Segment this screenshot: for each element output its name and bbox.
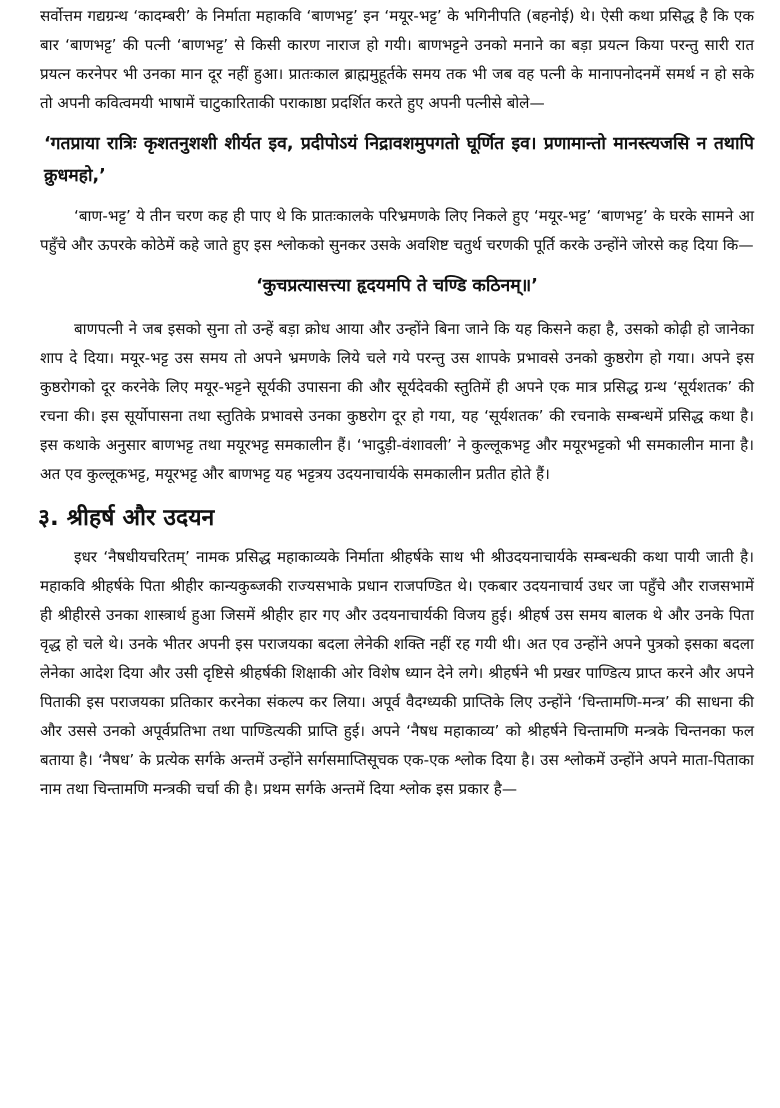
verse-first-three-lines: ‘गतप्राया रात्रिः कृशतनुशशी शीर्यत इव, प्रदीपोऽयं निद्रावशमुपगतो घूर्णित इव। प्रणामान्तो मानस्त्यजसि न तथापि क्रुधमहो,’ bbox=[44, 134, 754, 186]
paragraph-bana-mayura: सर्वोत्तम गद्यग्रन्थ ‘कादम्बरी’ के निर्माता महाकवि ‘बाणभट्ट’ इन ‘मयूर-भट्ट’ के भगिनीपति (बहनोई) थे। ऐसी कथा प्रसिद्ध है कि एक बार ‘बाणभट्ट’ की पत्नी ‘बाणभट्ट’ से किसी कारण नाराज हो गयी। बाणभट्टने उनको मनाने का बड़ा प्रयत्न किया परन्तु सारी रात प्रयत्न करनेपर भी उनका मान दूर नहीं हुआ। प्रातःकाल ब्राह्ममुहूर्तके समय तक भी जब वह पत्नी के मानापनोदनमें समर्थ न हो सके तो अपनी कवित्वमयी भाषामें चाटुकारिताकी पराकाष्ठा प्रदर्शित करते हुए अपनी पत्नीसे बोले— bbox=[40, 7, 754, 112]
paragraph-shriharsha-udayana: इधर ‘नैषधीयचरितम्’ नामक प्रसिद्ध महाकाव्यके निर्माता श्रीहर्षके साथ भी श्रीउदयनाचार्यके सम्बन्धकी कथा पायी जाती है। महाकवि श्रीहर्षके पिता श्रीहीर कान्यकुब्जकी राज्यसभाके प्रधान राजपण्डित थे। एकबार उदयनाचार्य उधर जा पहुँचे और राजसभामें ही श्रीहीरसे उनका शास्त्रार्थ हुआ जिसमें श्रीहीर हार गए और उदयनाचार्यकी विजय हुई। श्रीहर्ष उस समय बालक थे और उनके पिता वृद्ध हो चले थे। उनके भीतर अपनी इस पराजयका बदला लेनेकी शक्ति नहीं रह गयी थी। अत एव उन्होंने अपने पुत्रको इसका बदला लेनेका आदेश दिया और उसी दृष्टिसे श्रीहर्षकी शिक्षाकी ओर विशेष ध्यान देने लगे। श्रीहर्षने भी प्रखर पाण्डित्य प्राप्त करने और अपने पिताकी इस पराजयका प्रतिकार करनेका संकल्प कर लिया। अपूर्व वैदग्ध्यकी प्राप्तिके लिए उन्होंने ‘चिन्तामणि-मन्त्र’ की साधना की और उससे उनको अपूर्वप्रतिभा तथा पाण्डित्यकी प्राप्ति हुई। अपने ‘नैषध महाकाव्य’ को श्रीहर्षने चिन्तामणि मन्त्रके चिन्तनका फल बताया है। ‘नैषध’ के प्रत्येक सर्गके अन्तमें उन्होंने सर्गसमाप्तिसूचक एक-एक श्लोक दिया है। उस श्लोकमें उन्होंने अपने माता-पिताका नाम तथा चिन्तामणि मन्त्रकी चर्चा की है। प्रथम सर्गके अन्तमें दिया श्लोक इस प्रकार है— bbox=[40, 548, 754, 798]
verse-fourth-line: ‘कुचप्रत्यासत्त्या हृदयमपि ते चण्डि कठिनम्॥’ bbox=[256, 276, 538, 296]
section-heading: ३. श्रीहर्ष और उदयन bbox=[38, 505, 215, 531]
paragraph-curse-suryashataka: बाणपत्नी ने जब इसको सुना तो उन्हें बड़ा क्रोध आया और उन्होंने बिना जाने कि यह किसने कहा है, उसको कोढ़ी हो जानेका शाप दे दिया। मयूर-भट्ट उस समय तो अपने भ्रमणके लिये चले गये परन्तु उस शापके प्रभावसे उनको कुष्ठरोग हो गया। अपने इस कुष्ठरोगको दूर करनेके लिए मयूर-भट्टने सूर्यकी उपासना की और सूर्यदेवकी स्तुतिमें ही अपने एक मात्र प्रसिद्ध ग्रन्थ ‘सूर्यशतक’ की रचना की। इस सूर्योपासना तथा स्तुतिके प्रभावसे उनका कुष्ठरोग दूर हो गया, यह ‘सूर्यशतक’ की रचनाके सम्बन्धमें प्रसिद्ध कथा है। इस कथाके अनुसार बाणभट्ट तथा मयूरभट्ट समकालीन हैं। ‘भादुड़ी-वंशावली’ ने कुल्लूकभट्ट और मयूरभट्टको भी समकालीन माना है। अत एव कुल्लूकभट्ट, मयूरभट्ट और बाणभट्ट यह भट्टत्रय उदयनाचार्यके समकालीन प्रतीत होते हैं। bbox=[40, 320, 754, 483]
paragraph-mayura-completes: ‘बाण-भट्ट’ ये तीन चरण कह ही पाए थे कि प्रातःकालके परिभ्रमणके लिए निकले हुए ‘मयूर-भट्ट’ ‘बाणभट्ट’ के घरके सामने आ पहुँचे और ऊपरके कोठेमें कहे जाते हुए इस श्लोकको सुनकर उसके अवशिष्ट चतुर्थ चरणकी पूर्ति करके उन्होंने जोरसे कह दिया कि— bbox=[40, 207, 754, 254]
